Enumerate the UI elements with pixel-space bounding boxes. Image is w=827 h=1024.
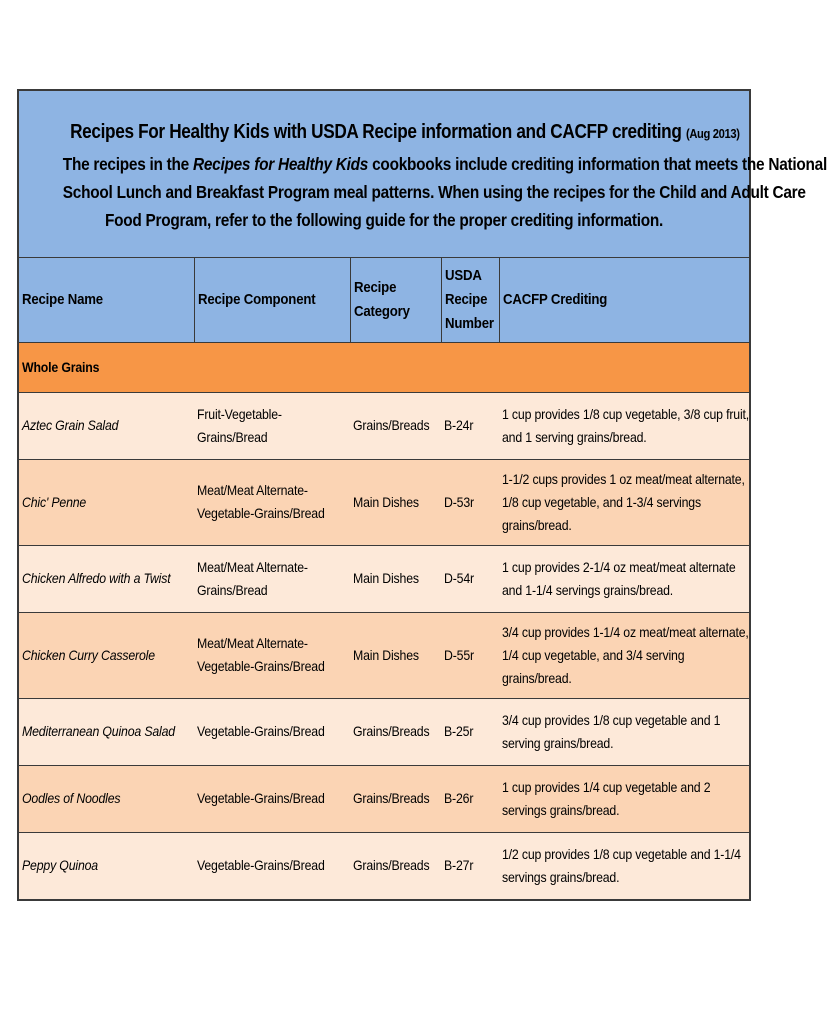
table-row [19,832,749,899]
cacfp-crediting-cell: 1 cup provides 1/4 cup vegetable and 2 servings grains/bread. [499,765,749,832]
recipe-component-cell: Meat/Meat Alternate- Grains/Bread [194,545,350,612]
cacfp-crediting-cell: 1 cup provides 2-1/4 oz meat/meat alternate and 1-1/4 servings grains/bread. [499,545,749,612]
recipe-category-cell: Main Dishes [350,612,441,698]
section-row-whole-grains [19,342,749,392]
cacfp-crediting-cell: 1/2 cup provides 1/8 cup vegetable and 1-1/4 servings grains/bread. [502,845,741,885]
intro-text: The recipes in the [62,154,194,174]
intro-line-2: School Lunch and Breakfast Program meal patterns. When using the recipes for the Child and Adult Care [62,182,806,202]
intro-line-1 [62,150,827,178]
table-row [19,612,749,698]
recipe-name-cell: Oodles of Noodles [19,765,194,832]
title-main: Recipes For Healthy Kids with USDA Recipe information and CACFP crediting [70,121,682,143]
usda-recipe-number-cell: D-53r [441,459,499,545]
table-row [19,765,749,832]
usda-recipe-number-cell: D-54r [441,545,499,612]
cacfp-crediting-cell: 1-1/2 cups provides 1 oz meat/meat alternate, 1/8 cup vegetable, and 1-3/4 servings grains/bread. [499,459,749,545]
column-header-usda-recipe-number: USDA Recipe Number [441,258,499,342]
column-header-cacfp-crediting: CACFP Crediting [499,258,749,342]
usda-recipe-number-cell: B-27r [444,857,474,874]
cacfp-crediting-cell: 3/4 cup provides 1-1/4 oz meat/meat alternate, 1/4 cup vegetable, and 3/4 serving grains/bread. [499,612,749,698]
recipe-category-cell: Grains/Breads [350,698,441,765]
recipe-name-cell: Mediterranean Quinoa Salad [19,698,194,765]
cookbook-title: Recipes for Healthy Kids [193,154,369,174]
table-row [19,545,749,612]
section-label: Whole Grains [19,342,749,392]
recipe-component-cell: Meat/Meat Alternate- Vegetable-Grains/Bread [194,612,350,698]
recipe-category-cell: Grains/Breads [350,392,441,459]
recipe-name-cell: Aztec Grain Salad [19,392,194,459]
cacfp-crediting-cell: 3/4 cup provides 1/8 cup vegetable and 1 serving grains/bread. [499,698,749,765]
column-header-recipe-component: Recipe Component [194,258,350,342]
recipe-category-cell: Grains/Breads [350,765,441,832]
recipe-category-cell: Main Dishes [350,459,441,545]
recipe-category-cell: Grains/Breads [353,857,430,874]
recipe-name-cell: Chicken Curry Casserole [19,612,194,698]
recipe-component-cell: Fruit-Vegetable- Grains/Bread [194,392,350,459]
recipe-name-cell: Peppy Quinoa [22,857,98,874]
table-header-row [19,258,749,342]
recipe-component-cell: Vegetable-Grains/Bread [197,857,325,874]
usda-recipe-number-cell: D-55r [441,612,499,698]
recipe-name-cell: Chic' Penne [19,459,194,545]
usda-recipe-number-cell: B-24r [441,392,499,459]
intro-line-3: Food Program, refer to the following guide for the proper crediting information. [104,210,664,230]
intro-text: cookbooks include crediting information that meets the National [368,154,827,174]
column-header-recipe-category: Recipe Category [350,258,441,342]
cacfp-crediting-cell: 1 cup provides 1/8 cup vegetable, 3/8 cup fruit, and 1 serving grains/bread. [499,392,749,459]
page-title [70,119,740,147]
recipe-category-cell: Main Dishes [350,545,441,612]
usda-recipe-number-cell: B-26r [441,765,499,832]
table-row [19,392,749,459]
usda-recipe-number-cell: B-25r [441,698,499,765]
recipe-component-cell: Vegetable-Grains/Bread [194,698,350,765]
column-header-recipe-name: Recipe Name [19,258,194,342]
intro-paragraph [62,150,827,234]
recipe-table [19,258,749,899]
table-row [19,698,749,765]
title-date: (Aug 2013) [685,126,740,141]
crediting-sheet [17,89,827,901]
recipe-component-cell: Vegetable-Grains/Bread [194,765,350,832]
table-row [19,459,749,545]
title-block [19,91,827,258]
recipe-component-cell: Meat/Meat Alternate- Vegetable-Grains/Bread [194,459,350,545]
recipe-name-cell: Chicken Alfredo with a Twist [19,545,194,612]
